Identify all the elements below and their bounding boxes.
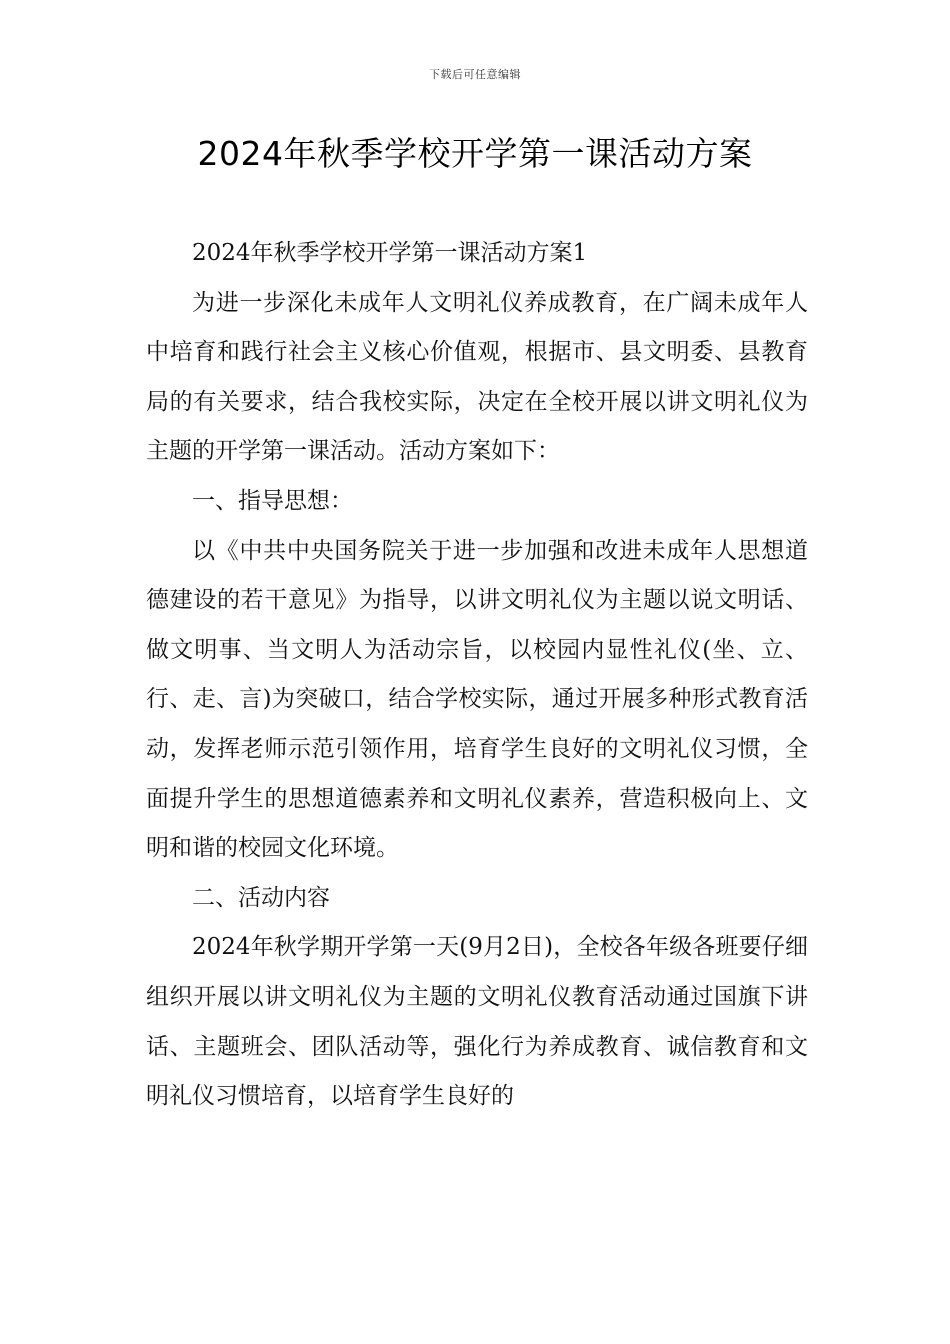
document-body xyxy=(146,229,808,1122)
guiding-thought-paragraph: 以《中共中央国务院关于进一步加强和改进未成年人思想道德建设的若干意见》为指导，以讲文明礼仪为主题以说文明话、做文明事、当文明人为活动宗旨，以校园内显性礼仪(坐、立、行、走、言)为突破口，结合学校实际，通过开展多种形式教育活动，发挥老师示范引领作用，培育学生良好的文明礼仪习惯，全面提升学生的思想道德素养和文明礼仪素养，营造积极向上、文明和谐的校园文化环境。 xyxy=(146,537,808,862)
subtitle-paragraph: 2024年秋季学校开学第一课活动方案1 xyxy=(192,240,588,266)
section-heading-activity-content: 二、活动内容 xyxy=(192,884,330,911)
header-note: 下载后可任意编辑 xyxy=(429,68,521,81)
intro-paragraph: 为进一步深化未成年人文明礼仪养成教育，在广阔未成年人中培育和践行社会主义核心价值观，根据市、县文明委、县教育局的有关要求，结合我校实际，决定在全校开展以讲文明礼仪为主题的开学第一课活动。活动方案如下： xyxy=(146,289,808,465)
section-heading-guiding-thought: 一、指导思想： xyxy=(192,487,353,514)
document-title: 2024年秋季学校开学第一课活动方案 xyxy=(197,134,753,173)
activity-content-paragraph: 2024年秋学期开学第一天(9月2日)，全校各年级各班要仔细组织开展以讲文明礼仪为主题的文明礼仪教育活动通过国旗下讲话、主题班会、团队活动等，强化行为养成教育、诚信教育和文明礼仪习惯培育，以培育学生良好的 xyxy=(146,934,808,1110)
